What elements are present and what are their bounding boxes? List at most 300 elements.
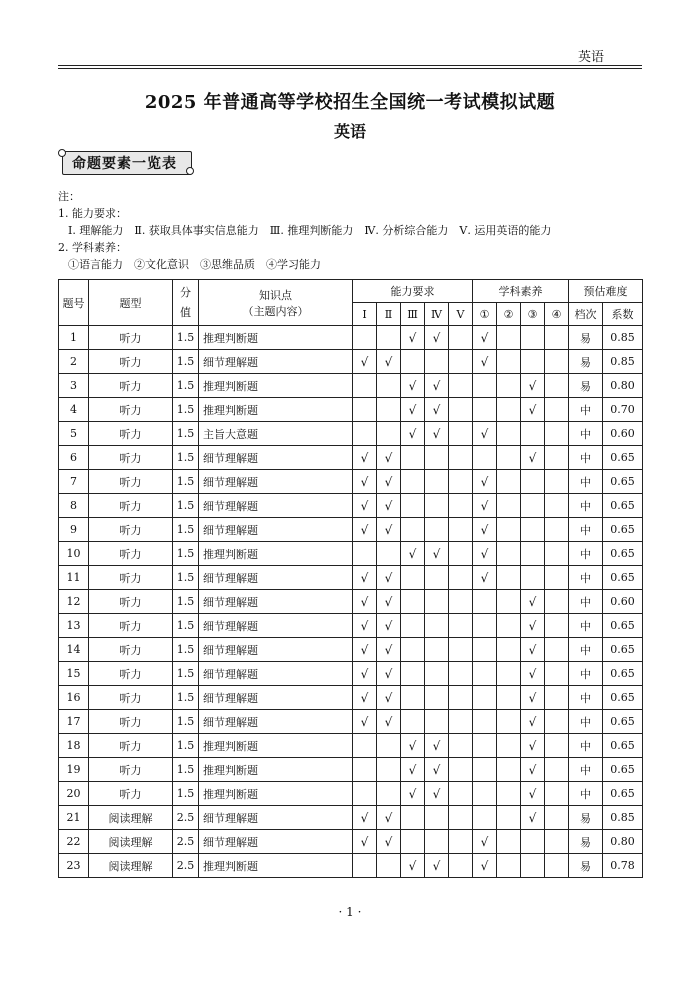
cell-knowledge: 细节理解题 — [199, 566, 353, 590]
header-knowledge — [199, 280, 353, 326]
cell-empty — [521, 494, 545, 518]
cell-knowledge: 细节理解题 — [199, 662, 353, 686]
table-row — [59, 566, 643, 590]
check-mark: √ — [377, 710, 401, 734]
check-mark: √ — [473, 830, 497, 854]
cell-empty — [425, 494, 449, 518]
header-literacy-col: ① — [473, 303, 497, 326]
cell-knowledge: 细节理解题 — [199, 710, 353, 734]
cell-empty — [401, 590, 425, 614]
check-mark: √ — [425, 782, 449, 806]
check-mark: √ — [377, 614, 401, 638]
cell-question-type: 听力 — [89, 566, 173, 590]
cell-difficulty-coef: 0.65 — [603, 782, 643, 806]
check-mark: √ — [521, 806, 545, 830]
cell-difficulty-level: 易 — [569, 806, 603, 830]
cell-difficulty-coef: 0.65 — [603, 758, 643, 782]
cell-question-num: 12 — [59, 590, 89, 614]
cell-question-type: 阅读理解 — [89, 854, 173, 878]
check-mark: √ — [521, 374, 545, 398]
cell-empty — [401, 446, 425, 470]
cell-question-num: 15 — [59, 662, 89, 686]
cell-score: 1.5 — [173, 782, 199, 806]
header-subject: 英语 — [577, 50, 604, 65]
cell-empty — [521, 518, 545, 542]
cell-empty — [425, 710, 449, 734]
table-row — [59, 830, 643, 854]
cell-score: 1.5 — [173, 350, 199, 374]
cell-empty — [425, 686, 449, 710]
cell-difficulty-coef: 0.65 — [603, 494, 643, 518]
check-mark: √ — [401, 782, 425, 806]
cell-difficulty-level: 中 — [569, 734, 603, 758]
check-mark: √ — [353, 566, 377, 590]
page-title: 2025 年普通高等学校招生全国统一考试模拟试题 — [144, 92, 556, 113]
check-mark: √ — [377, 830, 401, 854]
cell-empty — [497, 710, 521, 734]
notes-ability-list: Ⅰ. 理解能力 Ⅱ. 获取具体事实信息能力 Ⅲ. 推理判断能力 Ⅳ. 分析综合能力 Ⅴ. 运用英语的能力 — [68, 224, 552, 237]
cell-difficulty-coef: 0.65 — [603, 614, 643, 638]
cell-difficulty-coef: 0.65 — [603, 566, 643, 590]
check-mark: √ — [401, 374, 425, 398]
cell-difficulty-coef: 0.65 — [603, 542, 643, 566]
cell-empty — [473, 614, 497, 638]
cell-empty — [449, 494, 473, 518]
cell-question-type: 听力 — [89, 494, 173, 518]
check-mark: √ — [521, 686, 545, 710]
cell-difficulty-level: 中 — [569, 686, 603, 710]
cell-difficulty-coef: 0.78 — [603, 854, 643, 878]
cell-knowledge: 推理判断题 — [199, 758, 353, 782]
cell-empty — [401, 710, 425, 734]
cell-empty — [545, 446, 569, 470]
cell-difficulty-level: 中 — [569, 470, 603, 494]
cell-empty — [401, 662, 425, 686]
cell-empty — [449, 566, 473, 590]
cell-empty — [545, 566, 569, 590]
cell-empty — [401, 806, 425, 830]
header-rule — [58, 65, 642, 66]
cell-empty — [545, 734, 569, 758]
check-mark: √ — [353, 518, 377, 542]
cell-empty — [497, 542, 521, 566]
cell-knowledge: 推理判断题 — [199, 326, 353, 350]
cell-empty — [497, 686, 521, 710]
cell-knowledge: 细节理解题 — [199, 830, 353, 854]
cell-empty — [545, 614, 569, 638]
table-row — [59, 686, 643, 710]
cell-score: 1.5 — [173, 422, 199, 446]
cell-difficulty-level: 中 — [569, 566, 603, 590]
check-mark: √ — [425, 854, 449, 878]
cell-empty — [497, 374, 521, 398]
cell-knowledge: 细节理解题 — [199, 806, 353, 830]
cell-empty — [545, 422, 569, 446]
cell-knowledge: 推理判断题 — [199, 782, 353, 806]
check-mark: √ — [521, 446, 545, 470]
cell-question-num: 3 — [59, 374, 89, 398]
cell-empty — [425, 446, 449, 470]
cell-empty — [497, 470, 521, 494]
cell-empty — [473, 758, 497, 782]
cell-empty — [449, 734, 473, 758]
cell-score: 1.5 — [173, 398, 199, 422]
cell-empty — [473, 710, 497, 734]
cell-knowledge: 推理判断题 — [199, 854, 353, 878]
cell-empty — [497, 854, 521, 878]
cell-question-num: 7 — [59, 470, 89, 494]
cell-difficulty-level: 中 — [569, 398, 603, 422]
cell-empty — [497, 446, 521, 470]
cell-difficulty-level: 中 — [569, 518, 603, 542]
cell-score: 2.5 — [173, 854, 199, 878]
cell-empty — [521, 326, 545, 350]
cell-empty — [545, 710, 569, 734]
cell-difficulty-level: 易 — [569, 830, 603, 854]
check-mark: √ — [521, 398, 545, 422]
header-literacy-col: ④ — [545, 303, 569, 326]
header-ability-col: Ⅳ — [425, 303, 449, 326]
cell-score: 1.5 — [173, 470, 199, 494]
check-mark: √ — [353, 614, 377, 638]
cell-empty — [497, 590, 521, 614]
cell-empty — [497, 638, 521, 662]
cell-empty — [401, 470, 425, 494]
header-ability: 能力要求 — [353, 280, 473, 303]
cell-question-type: 听力 — [89, 350, 173, 374]
table-row — [59, 470, 643, 494]
cell-question-type: 听力 — [89, 326, 173, 350]
cell-question-num: 16 — [59, 686, 89, 710]
cell-question-type: 听力 — [89, 758, 173, 782]
cell-question-type: 听力 — [89, 662, 173, 686]
banner-label: 命题要素一览表 — [72, 156, 177, 172]
cell-score: 1.5 — [173, 758, 199, 782]
cell-empty — [353, 782, 377, 806]
cell-empty — [497, 422, 521, 446]
cell-empty — [497, 734, 521, 758]
check-mark: √ — [353, 830, 377, 854]
cell-question-type: 听力 — [89, 686, 173, 710]
table-row — [59, 374, 643, 398]
check-mark: √ — [353, 446, 377, 470]
check-mark: √ — [473, 566, 497, 590]
table-row — [59, 350, 643, 374]
cell-empty — [473, 734, 497, 758]
cell-empty — [449, 422, 473, 446]
cell-score: 1.5 — [173, 734, 199, 758]
check-mark: √ — [425, 734, 449, 758]
cell-score: 2.5 — [173, 806, 199, 830]
cell-empty — [545, 662, 569, 686]
cell-knowledge: 细节理解题 — [199, 446, 353, 470]
cell-knowledge: 推理判断题 — [199, 398, 353, 422]
header-ability-col: Ⅰ — [353, 303, 377, 326]
header-ability-col: Ⅲ — [401, 303, 425, 326]
cell-question-type: 听力 — [89, 638, 173, 662]
cell-difficulty-level: 易 — [569, 854, 603, 878]
check-mark: √ — [353, 710, 377, 734]
cell-difficulty-coef: 0.65 — [603, 710, 643, 734]
cell-empty — [449, 542, 473, 566]
cell-empty — [545, 470, 569, 494]
check-mark: √ — [521, 590, 545, 614]
cell-difficulty-coef: 0.65 — [603, 686, 643, 710]
cell-empty — [401, 614, 425, 638]
check-mark: √ — [401, 854, 425, 878]
cell-empty — [353, 542, 377, 566]
cell-empty — [497, 566, 521, 590]
cell-empty — [497, 326, 521, 350]
cell-question-num: 4 — [59, 398, 89, 422]
check-mark: √ — [521, 734, 545, 758]
check-mark: √ — [521, 710, 545, 734]
cell-empty — [353, 854, 377, 878]
table-row — [59, 758, 643, 782]
cell-difficulty-level: 易 — [569, 326, 603, 350]
check-mark: √ — [377, 494, 401, 518]
table-row — [59, 854, 643, 878]
cell-empty — [545, 758, 569, 782]
cell-question-num: 8 — [59, 494, 89, 518]
check-mark: √ — [377, 566, 401, 590]
table-row — [59, 638, 643, 662]
cell-empty — [497, 806, 521, 830]
cell-question-num: 10 — [59, 542, 89, 566]
check-mark: √ — [425, 398, 449, 422]
check-mark: √ — [401, 422, 425, 446]
check-mark: √ — [521, 662, 545, 686]
header-ability-col: Ⅱ — [377, 303, 401, 326]
cell-empty — [449, 782, 473, 806]
check-mark: √ — [377, 662, 401, 686]
cell-empty — [473, 398, 497, 422]
table-row — [59, 710, 643, 734]
notes-literacy-list: ①语言能力 ②文化意识 ③思维品质 ④学习能力 — [68, 258, 321, 271]
header-difficulty-col: 系数 — [603, 303, 643, 326]
header-knowledge-label: 知识点 — [259, 288, 292, 302]
cell-knowledge: 细节理解题 — [199, 350, 353, 374]
cell-question-num: 17 — [59, 710, 89, 734]
check-mark: √ — [521, 614, 545, 638]
cell-difficulty-coef: 0.65 — [603, 446, 643, 470]
cell-question-num: 23 — [59, 854, 89, 878]
check-mark: √ — [401, 734, 425, 758]
cell-empty — [449, 806, 473, 830]
cell-empty — [449, 614, 473, 638]
cell-empty — [353, 758, 377, 782]
cell-empty — [449, 662, 473, 686]
cell-empty — [449, 854, 473, 878]
cell-score: 1.5 — [173, 614, 199, 638]
cell-score: 1.5 — [173, 374, 199, 398]
cell-empty — [545, 830, 569, 854]
cell-knowledge: 细节理解题 — [199, 494, 353, 518]
cell-difficulty-coef: 0.60 — [603, 422, 643, 446]
cell-question-type: 听力 — [89, 470, 173, 494]
check-mark: √ — [377, 350, 401, 374]
cell-empty — [425, 614, 449, 638]
cell-empty — [449, 518, 473, 542]
check-mark: √ — [425, 422, 449, 446]
cell-empty — [353, 326, 377, 350]
table-row — [59, 398, 643, 422]
cell-question-num: 11 — [59, 566, 89, 590]
check-mark: √ — [473, 350, 497, 374]
check-mark: √ — [377, 638, 401, 662]
cell-question-type: 阅读理解 — [89, 806, 173, 830]
cell-empty — [353, 374, 377, 398]
table-row — [59, 734, 643, 758]
cell-empty — [425, 350, 449, 374]
cell-difficulty-level: 中 — [569, 542, 603, 566]
cell-empty — [473, 686, 497, 710]
cell-empty — [521, 830, 545, 854]
check-mark: √ — [473, 326, 497, 350]
table-row — [59, 806, 643, 830]
table-row — [59, 614, 643, 638]
check-mark: √ — [353, 590, 377, 614]
cell-empty — [425, 518, 449, 542]
cell-question-type: 听力 — [89, 542, 173, 566]
section-banner — [58, 149, 196, 175]
cell-empty — [377, 854, 401, 878]
cell-empty — [473, 374, 497, 398]
cell-difficulty-coef: 0.80 — [603, 830, 643, 854]
table-row — [59, 494, 643, 518]
cell-question-num: 6 — [59, 446, 89, 470]
cell-empty — [545, 326, 569, 350]
cell-difficulty-level: 中 — [569, 710, 603, 734]
cell-difficulty-level: 中 — [569, 758, 603, 782]
cell-score: 1.5 — [173, 542, 199, 566]
cell-difficulty-coef: 0.85 — [603, 326, 643, 350]
cell-difficulty-coef: 0.70 — [603, 398, 643, 422]
check-mark: √ — [377, 470, 401, 494]
cell-difficulty-coef: 0.65 — [603, 638, 643, 662]
cell-knowledge: 细节理解题 — [199, 590, 353, 614]
cell-empty — [473, 638, 497, 662]
cell-empty — [449, 686, 473, 710]
cell-empty — [425, 830, 449, 854]
check-mark: √ — [401, 398, 425, 422]
cell-score: 1.5 — [173, 686, 199, 710]
cell-empty — [425, 806, 449, 830]
cell-knowledge: 细节理解题 — [199, 614, 353, 638]
cell-empty — [425, 590, 449, 614]
cell-empty — [401, 638, 425, 662]
table-row — [59, 422, 643, 446]
cell-knowledge: 细节理解题 — [199, 638, 353, 662]
cell-question-type: 听力 — [89, 518, 173, 542]
cell-question-num: 14 — [59, 638, 89, 662]
cell-empty — [497, 494, 521, 518]
cell-empty — [545, 518, 569, 542]
cell-empty — [449, 374, 473, 398]
check-mark: √ — [377, 518, 401, 542]
cell-empty — [449, 326, 473, 350]
cell-empty — [377, 758, 401, 782]
cell-empty — [449, 710, 473, 734]
banner-curl-icon — [58, 149, 66, 157]
cell-empty — [425, 470, 449, 494]
table-row — [59, 518, 643, 542]
cell-empty — [497, 830, 521, 854]
table-row — [59, 782, 643, 806]
cell-empty — [545, 374, 569, 398]
cell-score: 2.5 — [173, 830, 199, 854]
cell-empty — [449, 638, 473, 662]
cell-difficulty-level: 中 — [569, 422, 603, 446]
cell-question-type: 听力 — [89, 782, 173, 806]
cell-question-type: 听力 — [89, 422, 173, 446]
check-mark: √ — [377, 806, 401, 830]
cell-empty — [353, 734, 377, 758]
cell-knowledge: 细节理解题 — [199, 470, 353, 494]
cell-difficulty-coef: 0.85 — [603, 806, 643, 830]
header-difficulty-col: 档次 — [569, 303, 603, 326]
cell-difficulty-coef: 0.65 — [603, 518, 643, 542]
cell-score: 1.5 — [173, 494, 199, 518]
notes-label: 注： — [58, 190, 80, 203]
page-subtitle: 英语 — [333, 122, 366, 141]
check-mark: √ — [401, 758, 425, 782]
cell-empty — [473, 662, 497, 686]
cell-score: 1.5 — [173, 326, 199, 350]
cell-difficulty-level: 中 — [569, 590, 603, 614]
table-row — [59, 542, 643, 566]
cell-empty — [545, 350, 569, 374]
cell-empty — [449, 758, 473, 782]
notes-literacy-heading: 2. 学科素养： — [58, 241, 127, 254]
cell-question-num: 22 — [59, 830, 89, 854]
cell-question-num: 21 — [59, 806, 89, 830]
cell-difficulty-level: 中 — [569, 638, 603, 662]
cell-empty — [401, 350, 425, 374]
cell-difficulty-level: 中 — [569, 782, 603, 806]
cell-empty — [497, 662, 521, 686]
cell-difficulty-coef: 0.65 — [603, 734, 643, 758]
cell-question-type: 听力 — [89, 710, 173, 734]
cell-empty — [377, 398, 401, 422]
cell-difficulty-level: 中 — [569, 614, 603, 638]
cell-empty — [545, 494, 569, 518]
cell-empty — [401, 830, 425, 854]
cell-difficulty-level: 中 — [569, 662, 603, 686]
cell-question-num: 20 — [59, 782, 89, 806]
cell-empty — [521, 422, 545, 446]
cell-question-type: 听力 — [89, 590, 173, 614]
cell-empty — [401, 686, 425, 710]
cell-empty — [545, 782, 569, 806]
cell-empty — [545, 542, 569, 566]
notes-ability-heading: 1. 能力要求： — [58, 207, 127, 220]
cell-empty — [377, 326, 401, 350]
check-mark: √ — [377, 446, 401, 470]
cell-difficulty-coef: 0.65 — [603, 662, 643, 686]
cell-empty — [497, 758, 521, 782]
cell-difficulty-level: 易 — [569, 350, 603, 374]
cell-question-type: 听力 — [89, 614, 173, 638]
header-rule-double — [58, 68, 642, 69]
cell-question-type: 听力 — [89, 374, 173, 398]
cell-score: 1.5 — [173, 662, 199, 686]
cell-empty — [401, 566, 425, 590]
cell-score: 1.5 — [173, 518, 199, 542]
cell-empty — [449, 830, 473, 854]
cell-score: 1.5 — [173, 590, 199, 614]
cell-difficulty-level: 易 — [569, 374, 603, 398]
